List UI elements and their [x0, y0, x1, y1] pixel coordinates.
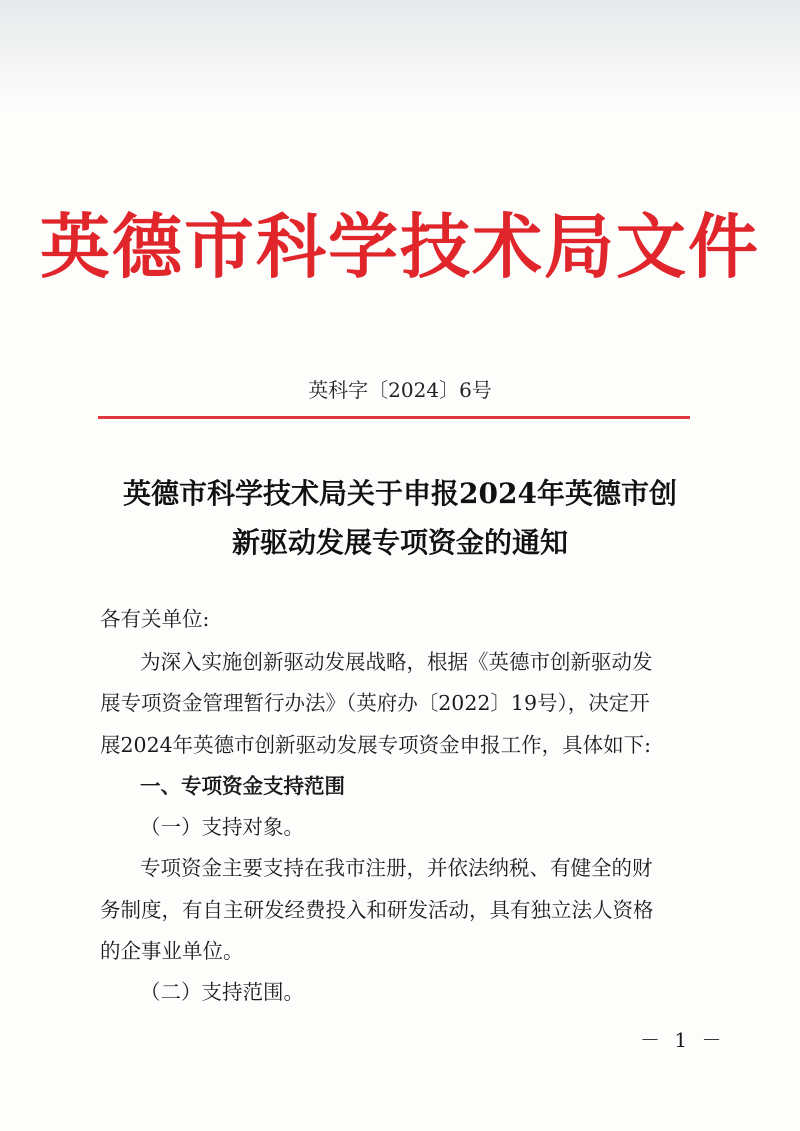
intro-line-3: 展2024年英德市创新驱动发展专项资金申报工作，具体如下: [100, 733, 652, 757]
red-divider-line [98, 416, 690, 419]
intro-line-2: 展专项资金管理暂行办法》（英府办〔2022〕19号），决定开 [100, 691, 650, 715]
subsection-2-heading: （二）支持范围。 [140, 980, 304, 1004]
document-number: 英科字〔2024〕6号 [308, 378, 492, 402]
document-title-line-2: 新驱动发展专项资金的通知 [231, 526, 568, 559]
subsection-1-heading: （一）支持对象。 [140, 815, 304, 839]
salutation: 各有关单位: [100, 607, 210, 631]
section-1-heading: 一、专项资金支持范围 [140, 774, 345, 798]
subsection-1-body-line-3: 的企事业单位。 [100, 939, 244, 963]
masthead-title: 英德市科学技术局文件 [40, 205, 760, 288]
subsection-1-body-line-1: 专项资金主要支持在我市注册，并依法纳税、有健全的财 [140, 856, 653, 880]
scan-shadow [0, 0, 800, 110]
intro-line-1: 为深入实施创新驱动发展战略，根据《英德市创新驱动发 [140, 650, 653, 674]
document-title-line-1: 英德市科学技术局关于申报2024年英德市创 [123, 477, 677, 510]
page-number: － 1 － [640, 1028, 726, 1052]
subsection-1-body-line-2: 务制度，有自主研发经费投入和研发活动，具有独立法人资格 [100, 898, 654, 922]
